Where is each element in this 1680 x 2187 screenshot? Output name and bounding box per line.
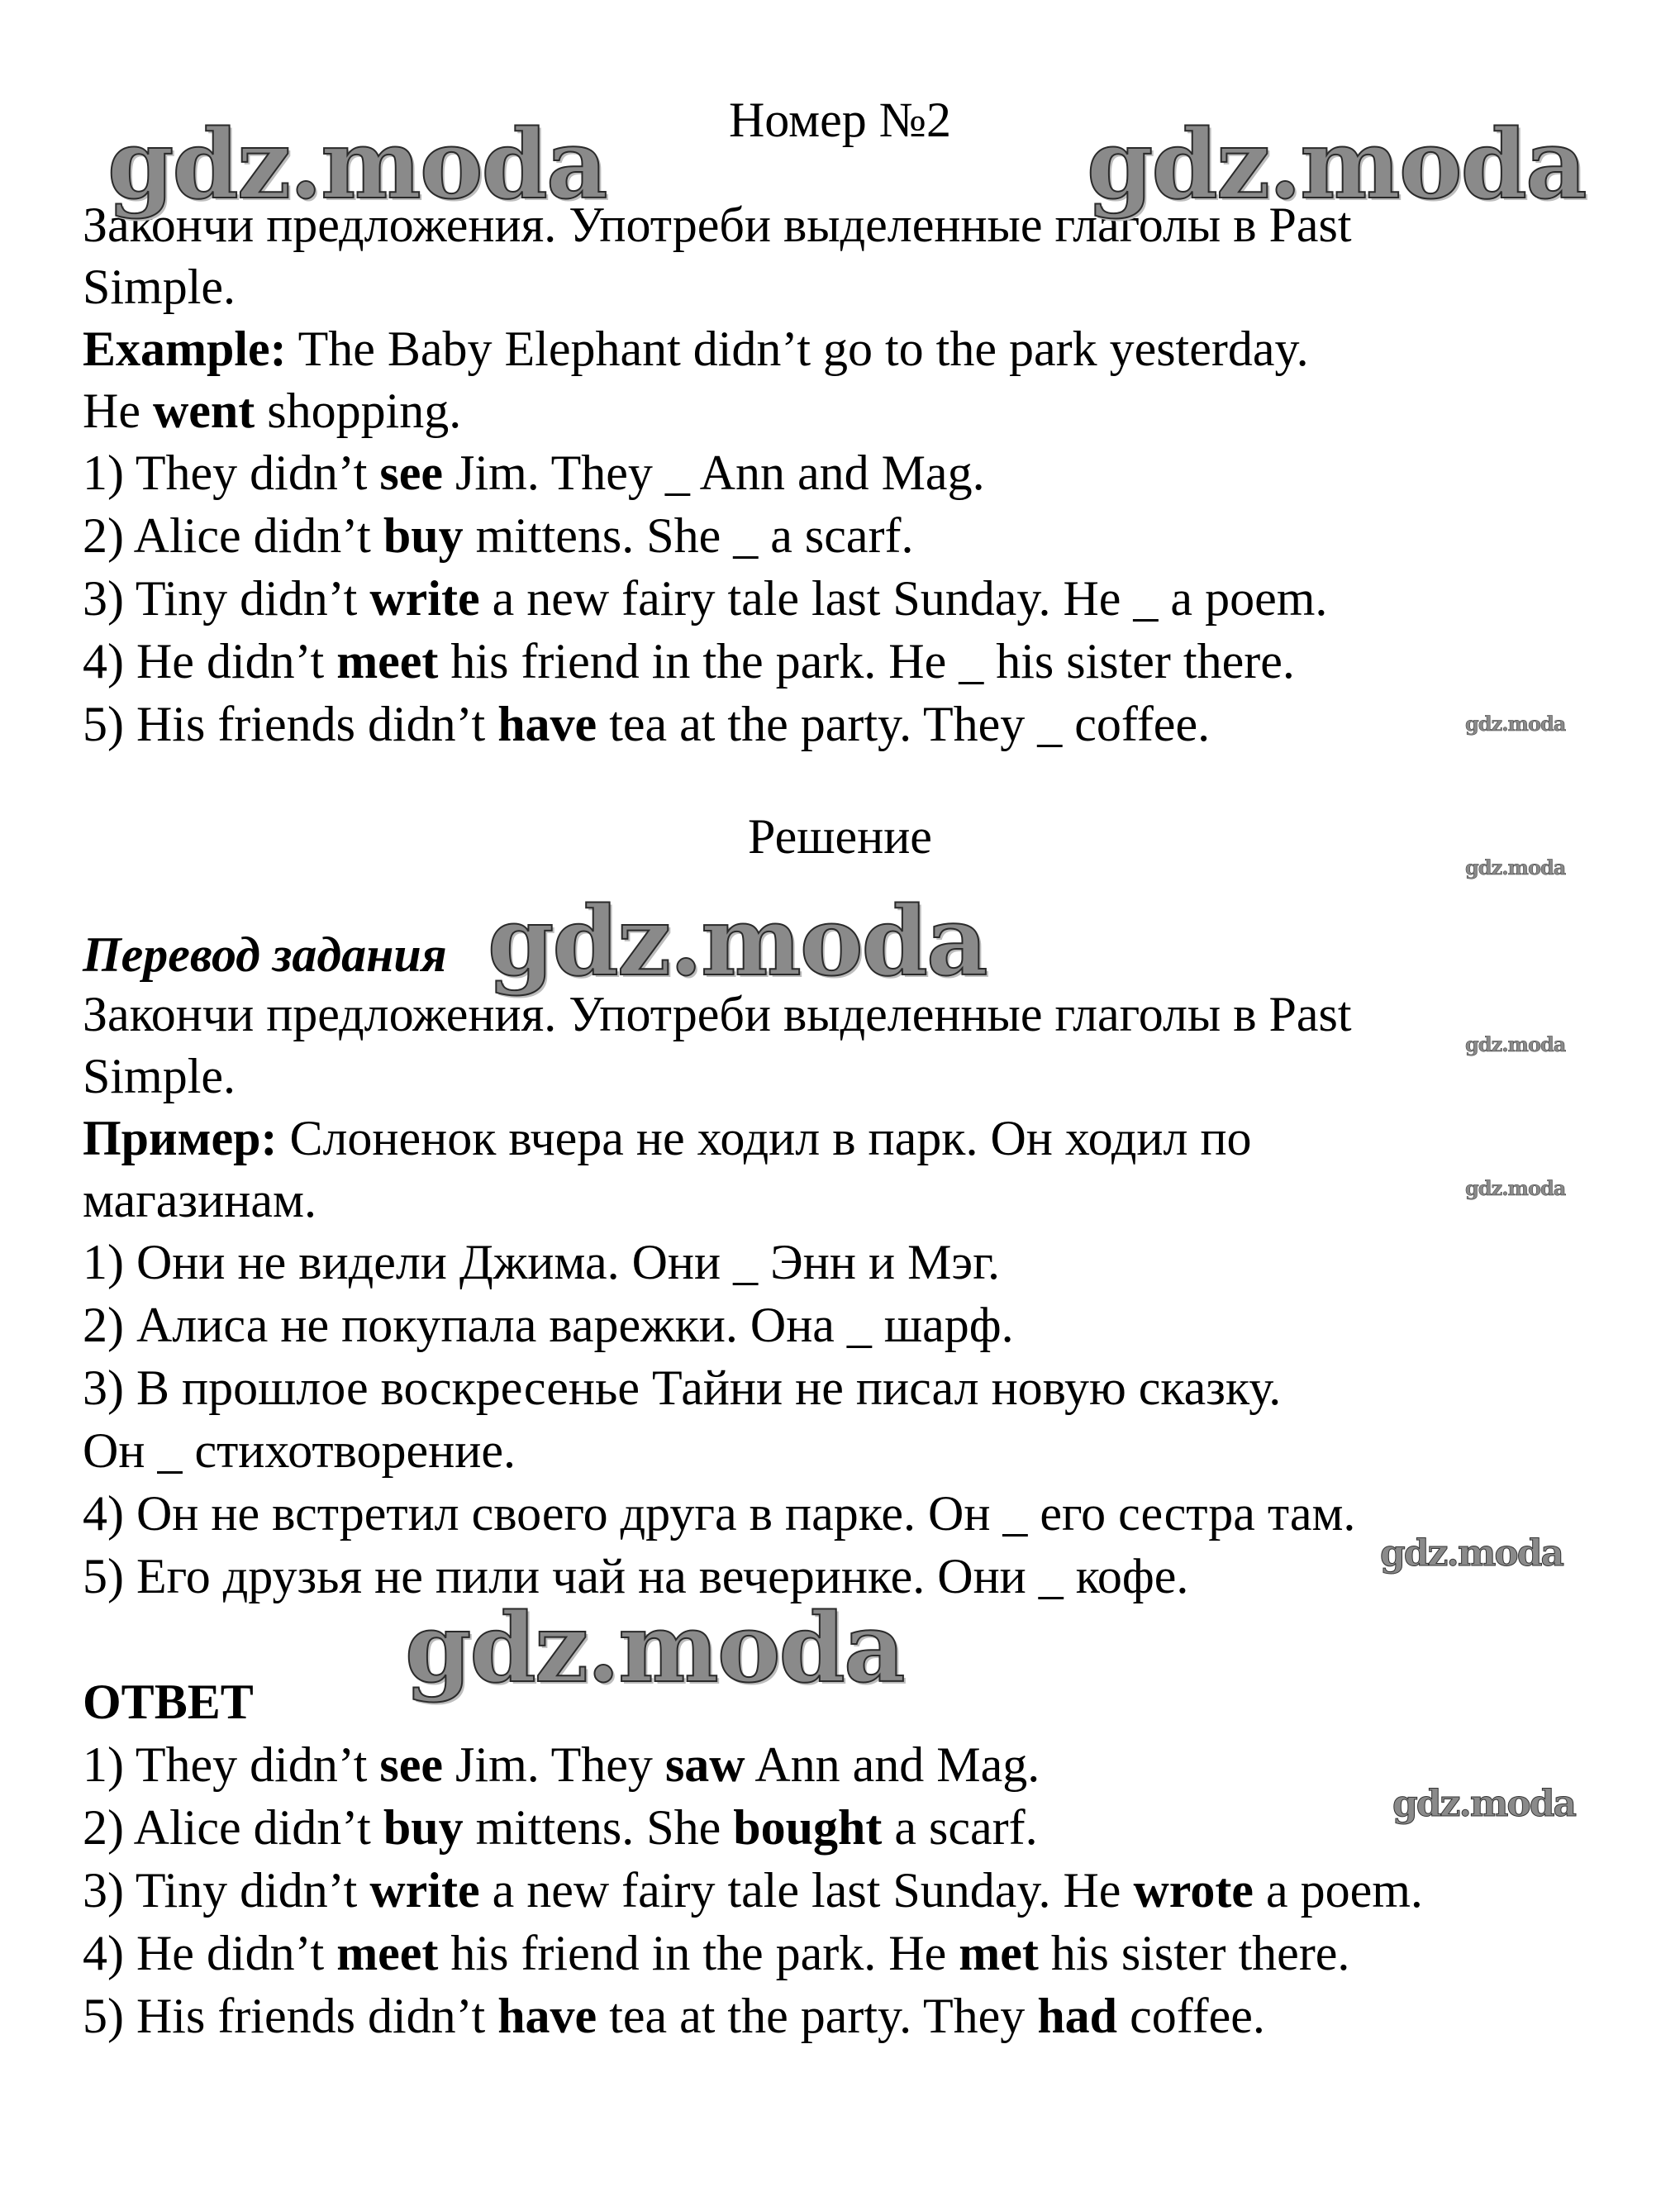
page-title: Номер №2 (728, 93, 952, 147)
item-text: 4) He didn’t (83, 634, 337, 688)
translation-item-3: 3) В прошлое воскресенье Тайни не писал новую сказку. (83, 1360, 1282, 1415)
example-label: Example: (83, 322, 287, 376)
translation-example-label: Пример: (83, 1111, 278, 1165)
translation-item-2: 2) Алиса не покупала варежки. Она _ шарф. (83, 1298, 1014, 1352)
answer-text: his sister there. (1038, 1926, 1350, 1980)
task-example (83, 318, 1309, 380)
task-instruction-line-2: Simple. (83, 260, 236, 314)
translation-item-4: 4) Он не встретил своего друга в парке. Он _ его сестра там. (83, 1486, 1356, 1541)
item-text: a new fairy tale last Sunday. He _ a poem. (479, 571, 1328, 626)
translation-heading: Перевод задания (83, 927, 447, 982)
watermark-logo: gdz.moda (1465, 1176, 1566, 1200)
watermark-logo: gdz.moda (1465, 855, 1566, 879)
answer-text: 4) He didn’t (83, 1926, 337, 1980)
example-text: The Baby Elephant didn’t go to the park yesterday. (286, 322, 1309, 376)
translation-item-1: 1) Они не видели Джима. Они _ Энн и Мэг. (83, 1235, 1001, 1289)
translation-item-5: 5) Его друзья не пили чай на вечеринке. Они _ кофе. (83, 1549, 1189, 1603)
item-verb: buy (383, 508, 464, 563)
answer-text: a new fairy tale last Sunday. He (479, 1863, 1134, 1918)
translation-example-line-2: магазинам. (83, 1173, 316, 1227)
answer-text: coffee. (1117, 1989, 1265, 2043)
example-text-part: shopping. (255, 384, 462, 438)
answer-text: 1) They didn’t (83, 1737, 380, 1792)
answer-past-verb: saw (664, 1737, 745, 1792)
item-verb: write (369, 571, 480, 626)
answer-item-5 (83, 1985, 1265, 2047)
item-verb: meet (336, 634, 439, 688)
task-item-1 (83, 442, 985, 504)
watermark-logo: gdz.moda (405, 1593, 904, 1704)
answer-item-2 (83, 1797, 1038, 1859)
answer-verb: see (379, 1737, 444, 1792)
task-example-line-2 (83, 380, 461, 442)
item-text: mittens. She _ a scarf. (463, 508, 914, 563)
answer-text: a poem. (1253, 1863, 1423, 1918)
item-text: his friend in the park. He _ his sister there. (438, 634, 1295, 688)
watermark-logo: gdz.moda (1465, 712, 1566, 736)
solution-heading: Решение (748, 809, 932, 864)
answer-text: a scarf. (882, 1800, 1038, 1855)
answer-past-verb: wrote (1133, 1863, 1254, 1918)
item-text: tea at the party. They _ coffee. (597, 697, 1211, 751)
answer-text: 2) Alice didn’t (83, 1800, 383, 1855)
answer-past-verb: bought (733, 1800, 883, 1855)
task-instruction-line-1: Закончи предложения. Употреби выделенные глаголы в Past (83, 198, 1352, 252)
answer-item-4 (83, 1923, 1349, 1984)
answer-verb: meet (336, 1926, 439, 1980)
item-verb: have (497, 697, 597, 751)
item-verb: see (379, 446, 444, 500)
answer-verb: have (497, 1989, 597, 2043)
item-text: Jim. They _ Ann and Mag. (443, 446, 985, 500)
example-text-part: He (83, 384, 153, 438)
answer-past-verb: met (959, 1926, 1039, 1980)
answer-text: mittens. She (463, 1800, 734, 1855)
translation-line-1: Закончи предложения. Употреби выделенные глаголы в Past (83, 987, 1352, 1041)
item-text: 3) Tiny didn’t (83, 571, 370, 626)
answer-text: 5) His friends didn’t (83, 1989, 498, 2043)
answer-text: Jim. They (443, 1737, 665, 1792)
answer-text: 3) Tiny didn’t (83, 1863, 370, 1918)
answer-verb: write (369, 1863, 480, 1918)
task-item-5 (83, 693, 1210, 755)
translation-example-text: Слоненок вчера не ходил в парк. Он ходил по (277, 1111, 1252, 1165)
answer-item-1 (83, 1734, 1040, 1796)
watermark-logo: gdz.moda (1392, 1783, 1576, 1825)
answer-text: tea at the party. They (597, 1989, 1038, 2043)
answer-text: Ann and Mag. (745, 1737, 1040, 1792)
answer-past-verb: had (1037, 1989, 1118, 2043)
item-text: 2) Alice didn’t (83, 508, 383, 563)
answer-item-3 (83, 1860, 1423, 1922)
watermark-logo: gdz.moda (1380, 1532, 1563, 1575)
example-verb: went (152, 384, 255, 438)
task-item-2 (83, 505, 913, 567)
answer-text: his friend in the park. He (438, 1926, 959, 1980)
translation-example (83, 1108, 1252, 1170)
watermark-logo: gdz.moda (1087, 109, 1586, 221)
watermark-logo: gdz.moda (488, 886, 987, 998)
watermark-logo: gdz.moda (1465, 1032, 1566, 1056)
answer-verb: buy (383, 1800, 464, 1855)
item-text: 1) They didn’t (83, 446, 380, 500)
task-item-4 (83, 631, 1295, 693)
answer-heading: ОТВЕТ (83, 1675, 254, 1729)
translation-item-3-cont: Он _ стихотворение. (83, 1423, 516, 1478)
translation-line-2: Simple. (83, 1049, 236, 1103)
watermark-logo: gdz.moda (107, 109, 607, 221)
task-item-3 (83, 568, 1327, 630)
item-text: 5) His friends didn’t (83, 697, 498, 751)
